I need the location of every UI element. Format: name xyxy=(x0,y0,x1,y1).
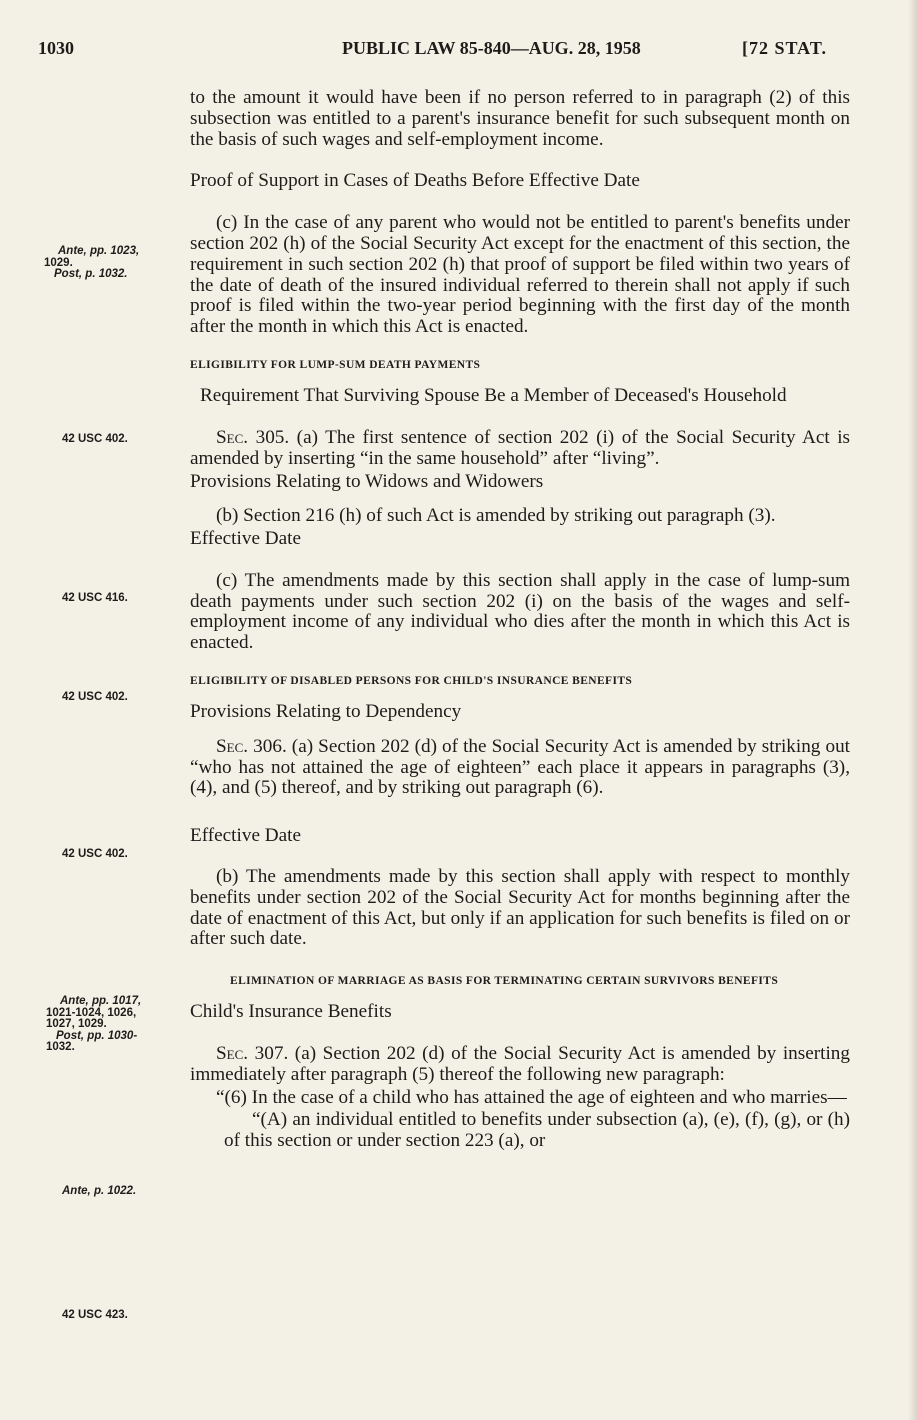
margin-note-usc: 42 USC 402. xyxy=(62,691,128,703)
page-number: 1030 xyxy=(38,38,74,58)
section-heading: Provisions Relating to Dependency xyxy=(190,700,462,722)
sec-label: Sec. xyxy=(216,426,249,448)
paragraph-A: “(A) an individual entitled to benefits under subsection (a), (e), (f), (g), or (h) of this section or under section 223 (a), or xyxy=(224,1109,850,1152)
continued-paragraph: to the amount it would have been if no person referred to in paragraph (2) of this subsection was entitled to a parent's insurance benefit for such subsequent month on the basis of such wages and self-employment income. xyxy=(190,87,850,150)
section-heading: Effective Date xyxy=(190,825,301,847)
section-306-a: Sec. 306. (a) Section 202 (d) of the Social Security Act is amended by striking out “who has not attained the age of eighteen” each place it appears in paragraphs (3), (4), and (5) thereof, and by striking out paragraph (6). xyxy=(190,735,850,799)
section-heading: Effective Date xyxy=(190,527,301,549)
paragraph-6: “(6) In the case of a child who has attained the age of eighteen and who marries— xyxy=(216,1086,847,1108)
margin-note-usc: 42 USC 402. xyxy=(62,848,128,860)
margin-note-ante: Ante, p. 1022. xyxy=(62,1185,137,1197)
section-305-a: Sec. 305. (a) The first sentence of section 202 (i) of the Social Security Act is amended by inserting “in the same household” after “living”. xyxy=(190,426,850,469)
paragraph-c: (c) In the case of any parent who would not be entitled to parent's benefits under section 202 (h) of the Social Security Act except for the enactment of this section, the requirement in such section 202 (h) that proof of support be filed within two years of the date of death of the insured individual referred to therein shall not apply if such proof is filed within the two-year period beginning with the first day of the month after the month in which this Act is enacted. xyxy=(190,212,850,338)
caps-heading: ELIGIBILITY FOR LUMP-SUM DEATH PAYMENTS xyxy=(190,358,481,371)
main-text xyxy=(190,88,850,1152)
page-spine-shadow xyxy=(908,0,918,1420)
section-heading: Provisions Relating to Widows and Widowers xyxy=(190,471,544,493)
section-heading: Proof of Support in Cases of Deaths Before Effective Date xyxy=(190,170,640,192)
margin-note-usc: 42 USC 423. xyxy=(62,1309,128,1321)
running-header xyxy=(0,38,918,68)
section-307-a: Sec. 307. (a) Section 202 (d) of the Social Security Act is amended by inserting immediately after paragraph (5) thereof the following new paragraph: xyxy=(190,1042,850,1085)
running-title: PUBLIC LAW 85-840—AUG. 28, 1958 xyxy=(342,38,641,58)
section-heading: Child's Insurance Benefits xyxy=(190,1001,392,1023)
section-heading: Requirement That Surviving Spouse Be a Member of Deceased's Household xyxy=(200,384,787,406)
margin-note-ante-post: Ante, pp. 1023, 1029. Post, p. 1032. xyxy=(44,245,140,280)
caps-heading: ELIGIBILITY OF DISABLED PERSONS FOR CHILD'S INSURANCE BENEFITS xyxy=(190,674,633,687)
margin-note-ante-post: Ante, pp. 1017, 1021-1024, 1026, 1027, 1029. Post, pp. 1030- 1032. xyxy=(46,995,142,1053)
sec-label: Sec. xyxy=(216,1042,249,1064)
caps-heading: ELIMINATION OF MARRIAGE AS BASIS FOR TERMINATING CERTAIN SURVIVORS BENEFITS xyxy=(230,975,779,988)
sec-label: Sec. xyxy=(216,735,249,757)
section-306-b: (b) The amendments made by this section shall apply with respect to monthly benefits under section 202 of the Social Security Act for months beginning after the date of enactment of this Act, but only if an application for such benefits is filed on or after such date. xyxy=(190,865,850,950)
statute-volume: [72 STAT. xyxy=(742,38,828,58)
section-305-c: (c) The amendments made by this section shall apply in the case of lump-sum death payments under such section 202 (i) on the basis of the wages and self-employment income of any individual who dies after the month in which this Act is enacted. xyxy=(190,569,850,654)
section-305-b: (b) Section 216 (h) of such Act is amended by striking out paragraph (3). xyxy=(216,505,776,527)
margin-note-usc: 42 USC 402. xyxy=(62,433,128,445)
margin-note-usc: 42 USC 416. xyxy=(62,592,128,604)
